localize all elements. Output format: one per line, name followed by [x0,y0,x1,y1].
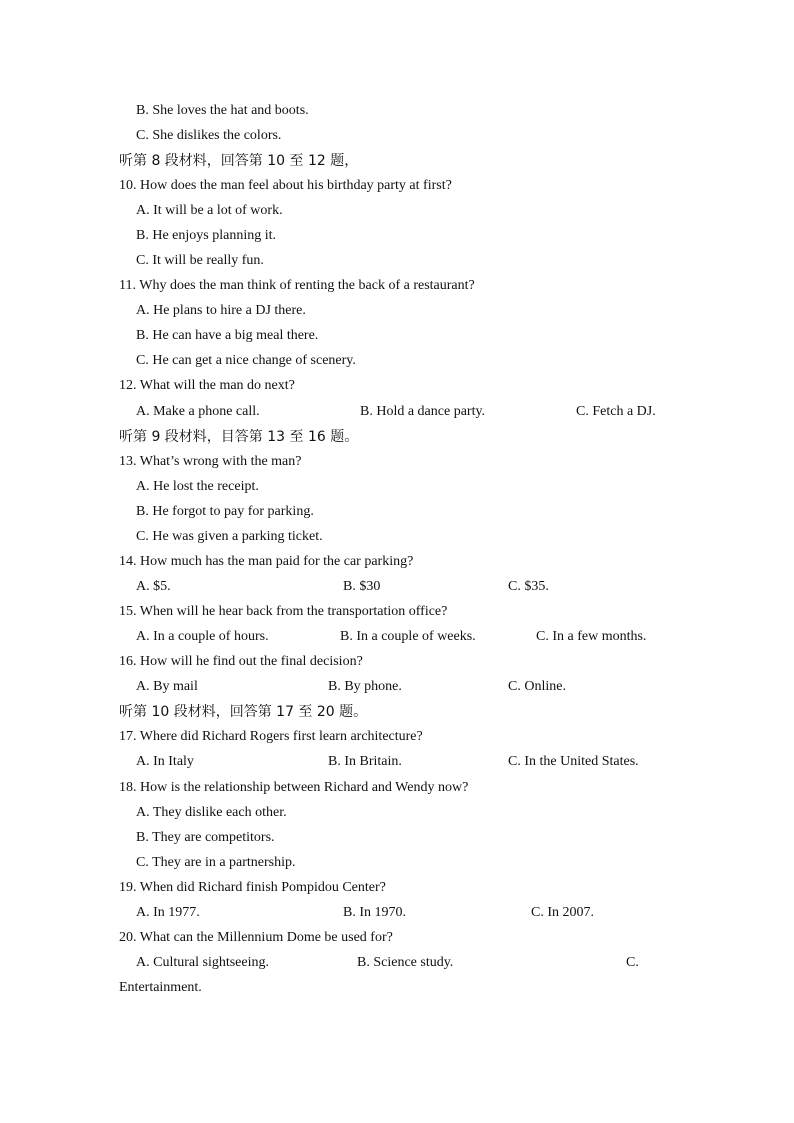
option-text: C. She dislikes the colors. [136,128,282,143]
option-text: A. In Italy [136,754,194,769]
option-text: C. He was given a parking ticket. [136,529,323,544]
option-text: C. Online. [508,679,566,694]
option-text-continued: Entertainment. [119,980,202,995]
option-text: C. [626,955,639,970]
question-stem: 16. How will he find out the final decision? [119,654,363,669]
section-heading: 听第 9 段材料，目答第 13 至 16 题。 [119,429,359,445]
option-text: C. In a few months. [536,629,647,644]
option-text: B. In 1970. [343,905,406,920]
question-stem: 13. What’s wrong with the man? [119,454,302,469]
option-text: A. By mail [136,679,198,694]
option-text: A. He plans to hire a DJ there. [136,303,306,318]
question-stem: 10. How does the man feel about his birthday party at first? [119,178,452,193]
question-stem: 18. How is the relationship between Richard and Wendy now? [119,780,469,795]
option-text: C. $35. [508,579,549,594]
question-stem: 14. How much has the man paid for the car parking? [119,554,414,569]
option-text: C. It will be really fun. [136,253,264,268]
option-text: A. In 1977. [136,905,200,920]
option-text: A. He lost the receipt. [136,479,259,494]
question-stem: 11. Why does the man think of renting the back of a restaurant? [119,278,475,293]
option-text: C. In 2007. [531,905,594,920]
option-text: C. They are in a partnership. [136,855,296,870]
option-text: B. They are competitors. [136,830,275,845]
option-text: B. By phone. [328,679,402,694]
section-heading: 听第 8 段材料，回答第 10 至 12 题， [119,153,359,169]
option-text: C. In the United States. [508,754,639,769]
option-text: A. They dislike each other. [136,805,287,820]
option-text: C. He can get a nice change of scenery. [136,353,356,368]
section-heading: 听第 10 段材料，回答第 17 至 20 题。 [119,704,368,720]
option-text: B. $30 [343,579,381,594]
option-text: B. He can have a big meal there. [136,328,319,343]
option-text: B. He enjoys planning it. [136,228,276,243]
question-stem: 15. When will he hear back from the transportation office? [119,604,448,619]
option-text: B. In Britain. [328,754,402,769]
option-text: B. Hold a dance party. [360,404,486,419]
option-text: A. $5. [136,579,171,594]
option-text: B. In a couple of weeks. [340,629,476,644]
question-stem: 17. Where did Richard Rogers first learn architecture? [119,729,423,744]
option-text: B. She loves the hat and boots. [136,103,309,118]
option-text: A. In a couple of hours. [136,629,269,644]
option-text: A. It will be a lot of work. [136,203,283,218]
option-text: C. Fetch a DJ. [576,404,656,419]
option-text: B. Science study. [357,955,454,970]
question-stem: 19. When did Richard finish Pompidou Center? [119,880,386,895]
question-stem: 12. What will the man do next? [119,378,295,393]
option-text: B. He forgot to pay for parking. [136,504,314,519]
option-text: A. Make a phone call. [136,404,260,419]
option-text: A. Cultural sightseeing. [136,955,269,970]
question-stem: 20. What can the Millennium Dome be used for? [119,930,393,945]
